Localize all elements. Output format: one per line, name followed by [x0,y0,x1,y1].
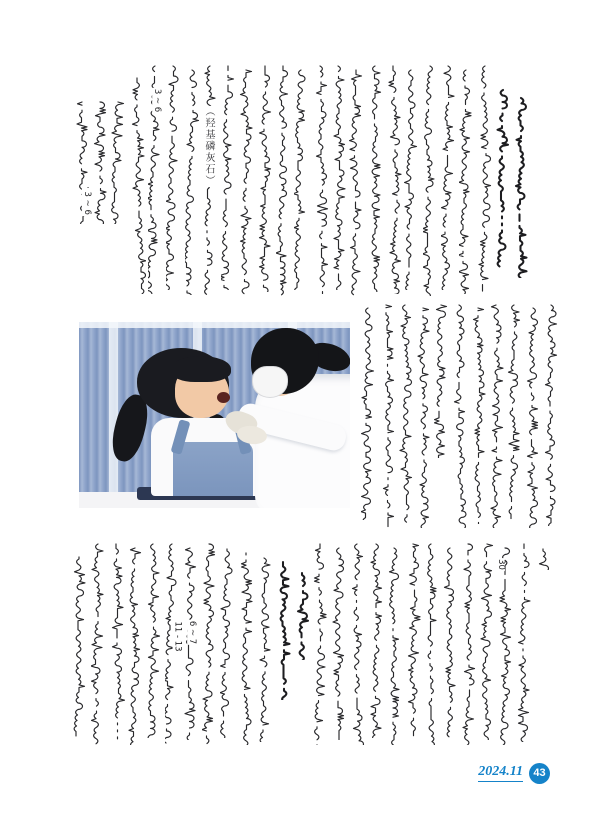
top-text-block-column [276,64,292,296]
bottom-text-block-column [257,556,273,742]
bottom-text-block-column [332,546,348,740]
top-text-block-column [148,64,164,294]
bottom-text-block-column [369,542,385,738]
top-text-block-column [258,64,274,292]
photo-side-text-block-column [416,306,432,528]
top-text-block-column [75,100,91,224]
top-text-block-column [423,64,439,296]
top-text-block-column [478,64,494,292]
page-number-badge: 43 [529,763,550,784]
top-text-block-column [93,100,109,224]
bottom-text-block-column [313,542,329,745]
top-text-block-column [404,68,420,290]
curtain-frame-strip [109,322,118,508]
top-text-block-column [111,100,127,224]
photo-side-text-block-column [471,306,487,524]
bottom-text-block-column [239,546,255,745]
inline-numeral: 30 [495,559,506,570]
top-text-block-column [221,64,237,290]
top-text-block-column [368,64,384,292]
bottom-text-block-column [536,542,552,570]
page-footer [420,760,550,786]
top-text-block-column [459,68,475,294]
inline-chinese-term: （羟基磷灰石） [203,106,214,187]
bottom-text-block-column [295,566,311,660]
bottom-text-block-column [128,546,144,745]
top-text-block-column [239,68,255,296]
top-text-block-column [514,96,530,278]
top-text-block-column [294,68,310,290]
top-text-block-column [441,64,457,290]
inline-numeral: 3 ~ 6 [152,88,163,113]
curtain-top-frame [79,322,350,328]
bottom-text-block-column [350,542,366,745]
top-text-block-column [203,64,219,296]
bottom-text-block-column [517,542,533,742]
top-text-block-column [331,64,347,290]
dental-checkup-photo [79,322,350,508]
bottom-text-block-column [109,542,125,740]
girl-open-mouth [217,392,230,403]
top-text-block-column [313,64,329,294]
bottom-text-block-column [183,546,199,740]
top-text-block-column [130,76,146,294]
photo-side-text-block-column [379,303,395,528]
top-text-block-column [166,64,182,290]
bottom-text-block-column [165,542,181,745]
inline-numeral: 6 ~ 7 [187,620,198,645]
bottom-text-block-column [443,546,459,738]
top-text-block-column [386,64,402,294]
bottom-text-block-column [406,542,422,740]
bottom-text-block-column [461,542,477,745]
bottom-text-block-column [220,542,236,738]
bottom-text-block-column [72,550,88,738]
bottom-text-block-column [480,542,496,740]
photo-side-text-block-column [361,306,377,520]
photo-side-text-block-column [526,306,542,528]
bottom-text-block-column [424,542,440,745]
bottom-text-block-column [276,560,292,700]
issue-date: 2024.11 [478,764,523,782]
photo-side-text-block-column [507,303,523,520]
inline-numeral: 11 - 13 [172,621,183,652]
bottom-text-block-column [387,546,403,745]
photo-side-text-block-column [489,303,505,528]
photo-side-text-block-column [398,303,414,524]
inline-numeral: · 3 ~ 6 [81,186,92,215]
bottom-text-block-column [202,542,218,745]
photo-side-text-block-column [452,303,468,528]
girl-bangs [171,356,231,382]
doctor-face-mask [252,366,288,398]
bottom-text-block-column [495,546,514,745]
top-text-block-column [496,88,512,268]
photo-side-text-block-column [544,303,560,526]
bottom-text-block-column [146,542,162,738]
photo-side-text-block-column [434,303,450,458]
bottom-text-block-column [91,542,107,745]
top-text-block-column [349,68,365,296]
top-text-block-column [185,68,201,295]
